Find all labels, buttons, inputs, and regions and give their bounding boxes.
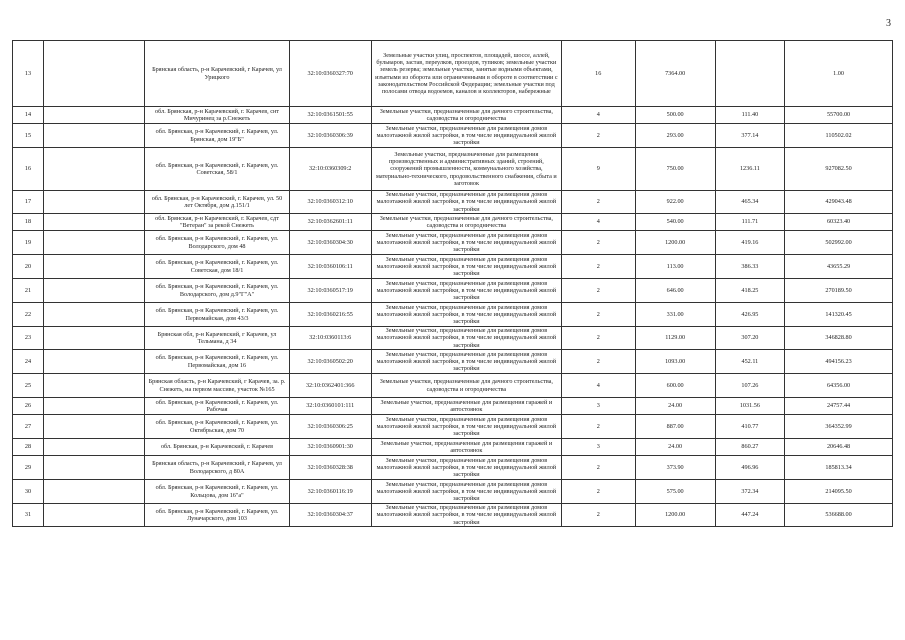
cadastral-number-cell: 32:10:0360901:30 bbox=[289, 439, 371, 456]
row-number: 31 bbox=[13, 504, 44, 527]
row-number: 15 bbox=[13, 124, 44, 148]
area-cell: 113.00 bbox=[635, 255, 715, 279]
blank-cell bbox=[43, 41, 144, 107]
table-row bbox=[13, 148, 893, 191]
land-use-cell: Земельные участки, предназначенные для размещения домов малоэтажной жилой застройки, в том числе индивидуальной жилой застройки bbox=[371, 480, 561, 504]
land-registry-table bbox=[12, 40, 893, 527]
cadastral-value-cell: 24757.44 bbox=[785, 398, 893, 415]
area-cell: 331.00 bbox=[635, 303, 715, 327]
group-code-cell: 2 bbox=[561, 327, 635, 350]
area-cell: 24.00 bbox=[635, 439, 715, 456]
blank-cell bbox=[43, 327, 144, 350]
land-use-cell: Земельные участки, предназначенные для размещения домов малоэтажной жилой застройки, в том числе индивидуальной жилой застройки bbox=[371, 327, 561, 350]
cadastral-value-cell: 502992.00 bbox=[785, 231, 893, 255]
group-code-cell: 4 bbox=[561, 374, 635, 398]
table-row bbox=[13, 398, 893, 415]
table-row bbox=[13, 456, 893, 480]
address-cell: обл. Брянская, р-н Карачевский, г. Карачев, сдт "Ветеран" за рекой Снежеть bbox=[145, 214, 289, 231]
row-number: 24 bbox=[13, 350, 44, 374]
unit-price-cell: 377.14 bbox=[715, 124, 784, 148]
unit-price-cell: 496.96 bbox=[715, 456, 784, 480]
land-use-cell: Земельные участки, предназначенные для размещения домов малоэтажной жилой застройки, в том числе индивидуальной жилой застройки bbox=[371, 303, 561, 327]
group-code-cell: 9 bbox=[561, 148, 635, 191]
area-cell: 575.00 bbox=[635, 480, 715, 504]
land-use-cell: Земельные участки, предназначенные для размещения производственных и административных зданий, строений, сооружений промышленности, коммунального хозяйства, материально-технического, продовольственного снабжения, сбыта и заготовок bbox=[371, 148, 561, 191]
land-use-cell: Земельные участки, предназначенные для дачного строительства, садоводства и огородничества bbox=[371, 214, 561, 231]
table-row bbox=[13, 124, 893, 148]
address-cell: Брянская область, р-н Карачевский, г Карачев, ул Володарского, д 80А bbox=[145, 456, 289, 480]
land-use-cell: Земельные участки, предназначенные для размещения домов малоэтажной жилой застройки, в том числе индивидуальной жилой застройки bbox=[371, 191, 561, 214]
address-cell: обл. Брянская, р-н Карачевский, г. Карачев, ул. Брянская, дом 19"Б" bbox=[145, 124, 289, 148]
cadastral-number-cell: 32:10:0360328:38 bbox=[289, 456, 371, 480]
cadastral-number-cell: 32:10:0360113:6 bbox=[289, 327, 371, 350]
unit-price-cell: 426.95 bbox=[715, 303, 784, 327]
cadastral-value-cell: 60323.40 bbox=[785, 214, 893, 231]
cadastral-value-cell: 429043.48 bbox=[785, 191, 893, 214]
blank-cell bbox=[43, 255, 144, 279]
group-code-cell: 16 bbox=[561, 41, 635, 107]
area-cell: 1129.00 bbox=[635, 327, 715, 350]
address-cell: обл. Брянская, р-н Карачевский, г. Карачев, снт Мичуринец за р.Снежеть bbox=[145, 107, 289, 124]
cadastral-number-cell: 32:10:0360312:10 bbox=[289, 191, 371, 214]
group-code-cell: 3 bbox=[561, 439, 635, 456]
blank-cell bbox=[43, 480, 144, 504]
land-use-cell: Земельные участки, предназначенные для размещения гаражей и автостоянок bbox=[371, 398, 561, 415]
cadastral-value-cell: 55700.00 bbox=[785, 107, 893, 124]
land-use-cell: Земельные участки, предназначенные для размещения гаражей и автостоянок bbox=[371, 439, 561, 456]
blank-cell bbox=[43, 231, 144, 255]
row-number: 26 bbox=[13, 398, 44, 415]
blank-cell bbox=[43, 279, 144, 303]
unit-price-cell: 465.34 bbox=[715, 191, 784, 214]
group-code-cell: 2 bbox=[561, 480, 635, 504]
table-row bbox=[13, 255, 893, 279]
cadastral-number-cell: 32:10:0362401:366 bbox=[289, 374, 371, 398]
row-number: 20 bbox=[13, 255, 44, 279]
area-cell: 887.00 bbox=[635, 415, 715, 439]
land-use-cell: Земельные участки, предназначенные для размещения домов малоэтажной жилой застройки, в том числе индивидуальной жилой застройки bbox=[371, 456, 561, 480]
table-row bbox=[13, 41, 893, 107]
row-number: 22 bbox=[13, 303, 44, 327]
cadastral-value-cell: 20646.48 bbox=[785, 439, 893, 456]
land-use-cell: Земельные участки, предназначенные для размещения домов малоэтажной жилой застройки, в том числе индивидуальной жилой застройки bbox=[371, 124, 561, 148]
table-body bbox=[13, 41, 893, 527]
cadastral-value-cell: 1.00 bbox=[785, 41, 893, 107]
blank-cell bbox=[43, 439, 144, 456]
table-row bbox=[13, 191, 893, 214]
land-use-cell: Земельные участки, предназначенные для размещения домов малоэтажной жилой застройки, в том числе индивидуальной жилой застройки bbox=[371, 279, 561, 303]
unit-price-cell: 447.24 bbox=[715, 504, 784, 527]
blank-cell bbox=[43, 214, 144, 231]
row-number: 13 bbox=[13, 41, 44, 107]
area-cell: 373.90 bbox=[635, 456, 715, 480]
address-cell: Брянская область, р-н Карачевский, г Карачев, за. р. Снежеть, на первом массиве, участок №165 bbox=[145, 374, 289, 398]
table-row bbox=[13, 415, 893, 439]
unit-price-cell: 307.20 bbox=[715, 327, 784, 350]
blank-cell bbox=[43, 504, 144, 527]
group-code-cell: 2 bbox=[561, 303, 635, 327]
land-use-cell: Земельные участки, предназначенные для размещения домов малоэтажной жилой застройки, в том числе индивидуальной жилой застройки bbox=[371, 255, 561, 279]
address-cell: обл. Брянская, р-н Карачевский, г. Карачев, ул. Володарского, дом д.9"Г"А" bbox=[145, 279, 289, 303]
unit-price-cell: 372.34 bbox=[715, 480, 784, 504]
address-cell: обл. Брянская, р-н Карачевский, г. Карачев, ул. Луначарского, дом 103 bbox=[145, 504, 289, 527]
address-cell: обл. Брянская, р-н Карачевский, г. Карачев, ул. Володарского, дом 48 bbox=[145, 231, 289, 255]
address-cell: обл. Брянская, р-н Карачевский, г. Карачев, ул. Первомайская, дом 16 bbox=[145, 350, 289, 374]
group-code-cell: 2 bbox=[561, 350, 635, 374]
area-cell: 24.00 bbox=[635, 398, 715, 415]
row-number: 29 bbox=[13, 456, 44, 480]
unit-price-cell: 107.26 bbox=[715, 374, 784, 398]
cadastral-number-cell: 32:10:0360517:19 bbox=[289, 279, 371, 303]
unit-price-cell bbox=[715, 41, 784, 107]
area-cell: 1200.00 bbox=[635, 504, 715, 527]
table-row bbox=[13, 374, 893, 398]
cadastral-value-cell: 43655.29 bbox=[785, 255, 893, 279]
table-row bbox=[13, 231, 893, 255]
land-use-cell: Земельные участки, предназначенные для размещения домов малоэтажной жилой застройки, в том числе индивидуальной жилой застройки bbox=[371, 350, 561, 374]
cadastral-number-cell: 32:10:0360306:25 bbox=[289, 415, 371, 439]
address-cell: обл. Брянская, р-н Карачевский, г. Карачев, ул. Советская, дом 18/1 bbox=[145, 255, 289, 279]
row-number: 30 bbox=[13, 480, 44, 504]
area-cell: 293.00 bbox=[635, 124, 715, 148]
land-use-cell: Земельные участки, предназначенные для дачного строительства, садоводства и огородничества bbox=[371, 374, 561, 398]
blank-cell bbox=[43, 124, 144, 148]
cadastral-value-cell: 270189.50 bbox=[785, 279, 893, 303]
cadastral-number-cell: 32:10:0360309:2 bbox=[289, 148, 371, 191]
table-row bbox=[13, 107, 893, 124]
address-cell: обл. Брянская, р-н Карачевский, г. Карачев, ул. Первомайская, дом 43/3 bbox=[145, 303, 289, 327]
row-number: 23 bbox=[13, 327, 44, 350]
address-cell: обл. Брянская, р-н Карачевский, г. Карачев, ул. 50 лет Октября, дом д.151/1 bbox=[145, 191, 289, 214]
row-number: 14 bbox=[13, 107, 44, 124]
group-code-cell: 2 bbox=[561, 504, 635, 527]
table-row bbox=[13, 279, 893, 303]
land-use-cell: Земельные участки, предназначенные для размещения домов малоэтажной жилой застройки, в том числе индивидуальной жилой застройки bbox=[371, 415, 561, 439]
table-row bbox=[13, 327, 893, 350]
group-code-cell: 4 bbox=[561, 214, 635, 231]
cadastral-number-cell: 32:10:0360304:37 bbox=[289, 504, 371, 527]
area-cell: 922.00 bbox=[635, 191, 715, 214]
blank-cell bbox=[43, 148, 144, 191]
group-code-cell: 3 bbox=[561, 398, 635, 415]
blank-cell bbox=[43, 398, 144, 415]
land-use-cell: Земельные участки улиц, проспектов, площадей, шоссе, аллей, бульваров, застав, переулков, проездов, тупиков; земельные участки земель резерва; земельные участки, занятые водными объектами, изъятыми из оборота или ограниченными в обороте в соответствии с законодательством Российской Федерации; земельные участки под полосами отвода водоемов, каналов и коллекторов, набережные bbox=[371, 41, 561, 107]
cadastral-value-cell: 64356.00 bbox=[785, 374, 893, 398]
unit-price-cell: 418.25 bbox=[715, 279, 784, 303]
row-number: 27 bbox=[13, 415, 44, 439]
group-code-cell: 2 bbox=[561, 415, 635, 439]
area-cell: 646.00 bbox=[635, 279, 715, 303]
table-row bbox=[13, 303, 893, 327]
row-number: 16 bbox=[13, 148, 44, 191]
cadastral-value-cell: 346828.80 bbox=[785, 327, 893, 350]
cadastral-value-cell: 185813.34 bbox=[785, 456, 893, 480]
unit-price-cell: 410.77 bbox=[715, 415, 784, 439]
cadastral-value-cell: 141320.45 bbox=[785, 303, 893, 327]
address-cell: обл. Брянская, р-н Карачевский, г. Карачев, ул. Рабочая bbox=[145, 398, 289, 415]
area-cell: 1093.00 bbox=[635, 350, 715, 374]
blank-cell bbox=[43, 374, 144, 398]
cadastral-number-cell: 32:10:0360216:55 bbox=[289, 303, 371, 327]
cadastral-value-cell: 364352.99 bbox=[785, 415, 893, 439]
cadastral-number-cell: 32:10:0360502:20 bbox=[289, 350, 371, 374]
page-number: 3 bbox=[886, 18, 891, 29]
land-use-cell: Земельные участки, предназначенные для дачного строительства, садоводства и огородничества bbox=[371, 107, 561, 124]
land-use-cell: Земельные участки, предназначенные для размещения домов малоэтажной жилой застройки, в том числе индивидуальной жилой застройки bbox=[371, 504, 561, 527]
area-cell: 7364.00 bbox=[635, 41, 715, 107]
area-cell: 600.00 bbox=[635, 374, 715, 398]
blank-cell bbox=[43, 415, 144, 439]
address-cell: Брянская область, р-н Карачевский, г Карачев, ул Урицкого bbox=[145, 41, 289, 107]
table-row bbox=[13, 480, 893, 504]
blank-cell bbox=[43, 303, 144, 327]
blank-cell bbox=[43, 350, 144, 374]
row-number: 17 bbox=[13, 191, 44, 214]
cadastral-number-cell: 32:10:0362601:11 bbox=[289, 214, 371, 231]
row-number: 19 bbox=[13, 231, 44, 255]
address-cell: Брянская обл, р-н Карачевский, г Карачев, ул Тельмана, д 34 bbox=[145, 327, 289, 350]
unit-price-cell: 111.40 bbox=[715, 107, 784, 124]
cadastral-number-cell: 32:10:0360116:19 bbox=[289, 480, 371, 504]
group-code-cell: 2 bbox=[561, 191, 635, 214]
unit-price-cell: 419.16 bbox=[715, 231, 784, 255]
group-code-cell: 2 bbox=[561, 279, 635, 303]
row-number: 18 bbox=[13, 214, 44, 231]
area-cell: 500.00 bbox=[635, 107, 715, 124]
blank-cell bbox=[43, 191, 144, 214]
table-row bbox=[13, 504, 893, 527]
area-cell: 540.00 bbox=[635, 214, 715, 231]
unit-price-cell: 860.27 bbox=[715, 439, 784, 456]
cadastral-value-cell: 927082.50 bbox=[785, 148, 893, 191]
unit-price-cell: 1031.56 bbox=[715, 398, 784, 415]
table-row bbox=[13, 439, 893, 456]
table-row bbox=[13, 350, 893, 374]
group-code-cell: 2 bbox=[561, 456, 635, 480]
unit-price-cell: 1236.11 bbox=[715, 148, 784, 191]
area-cell: 750.00 bbox=[635, 148, 715, 191]
cadastral-number-cell: 32:10:0360106:11 bbox=[289, 255, 371, 279]
row-number: 21 bbox=[13, 279, 44, 303]
address-cell: обл. Брянская, р-н Карачевский, г. Карачев bbox=[145, 439, 289, 456]
group-code-cell: 2 bbox=[561, 255, 635, 279]
cadastral-number-cell: 32:10:0361501:55 bbox=[289, 107, 371, 124]
blank-cell bbox=[43, 107, 144, 124]
cadastral-value-cell: 494156.23 bbox=[785, 350, 893, 374]
land-use-cell: Земельные участки, предназначенные для размещения домов малоэтажной жилой застройки, в том числе индивидуальной жилой застройки bbox=[371, 231, 561, 255]
cadastral-number-cell: 32:10:0360306:39 bbox=[289, 124, 371, 148]
cadastral-number-cell: 32:10:0360327:70 bbox=[289, 41, 371, 107]
unit-price-cell: 386.33 bbox=[715, 255, 784, 279]
row-number: 25 bbox=[13, 374, 44, 398]
address-cell: обл. Брянская, р-н Карачевский, г. Карачев, ул. Кольцова, дом 16"а" bbox=[145, 480, 289, 504]
address-cell: обл. Брянская, р-н Карачевский, г. Карачев, ул. Советская, 58/1 bbox=[145, 148, 289, 191]
group-code-cell: 2 bbox=[561, 231, 635, 255]
cadastral-number-cell: 32:10:0360101:111 bbox=[289, 398, 371, 415]
cadastral-value-cell: 110502.02 bbox=[785, 124, 893, 148]
row-number: 28 bbox=[13, 439, 44, 456]
area-cell: 1200.00 bbox=[635, 231, 715, 255]
cadastral-number-cell: 32:10:0360304:30 bbox=[289, 231, 371, 255]
address-cell: обл. Брянская, р-н Карачевский, г. Карачев, ул. Октябрьская, дом 70 bbox=[145, 415, 289, 439]
group-code-cell: 2 bbox=[561, 124, 635, 148]
group-code-cell: 4 bbox=[561, 107, 635, 124]
cadastral-value-cell: 536688.00 bbox=[785, 504, 893, 527]
table-row bbox=[13, 214, 893, 231]
cadastral-value-cell: 214095.50 bbox=[785, 480, 893, 504]
blank-cell bbox=[43, 456, 144, 480]
unit-price-cell: 452.11 bbox=[715, 350, 784, 374]
unit-price-cell: 111.71 bbox=[715, 214, 784, 231]
